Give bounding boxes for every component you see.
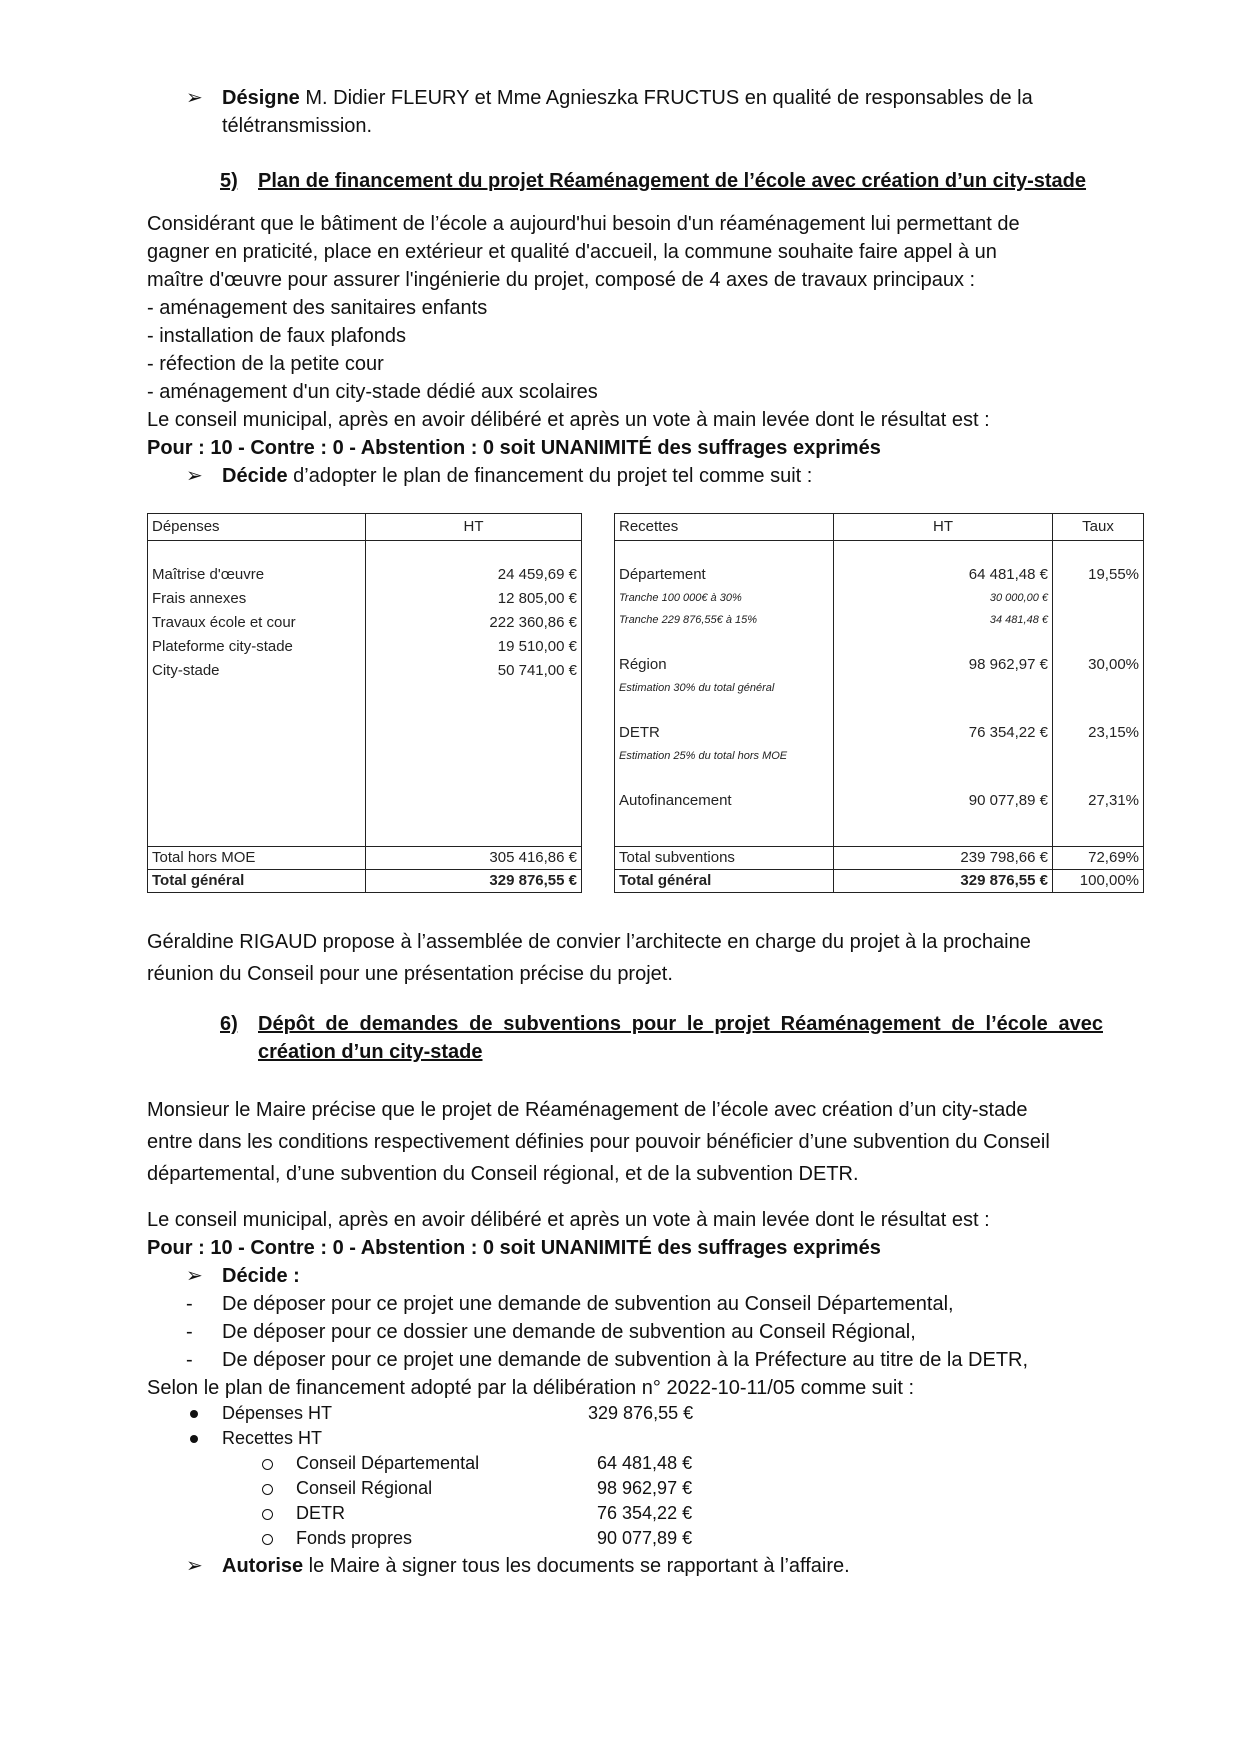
designation-line: Désigne M. Didier FLEURY et Mme Agnieszka FRUCTUS en qualité de responsables de la (222, 87, 1033, 109)
total-subventions-label: Total subventions (615, 847, 834, 870)
recettes-table (614, 513, 1144, 893)
decide-line: Décide d’adopter le plan de financement du projet tel comme suit : (222, 465, 813, 487)
bullet-dot-icon (190, 1410, 198, 1418)
section-5-paragraph: Considérant que le bâtiment de l’école a aujourd'hui besoin d'un réaménagement lui permettant de gagner en praticité, place en extérieur et qualité d'accueil, la commune souhaite faire appel à un maître d'œuvre pour assurer l'ingénierie du projet, composé de 4 axes de travaux principaux : - aménagement des sanitaires enfants - installation de faux plafonds - réfection de la petite cour - aménagement d'un city-stade dédié aux scolaires Le conseil municipal, après en avoir délibéré et après un vote à main levée dont le résultat est : Pour : 10 - Contre : 0 - Abstention : 0 soit UNANIMITÉ des suffrages exprimés (147, 210, 1020, 462)
recette-value: 90 077,89 € (968, 792, 1048, 809)
recette-value: 64 481,48 € (968, 566, 1048, 583)
recette-item-value: 64 481,48 € (597, 1453, 693, 1473)
depenses-ht-label: Dépenses HT (222, 1403, 333, 1423)
circle-bullet-icon (262, 1534, 273, 1545)
total-general-rate: 100,00% (1053, 870, 1144, 893)
tranche-value: 30 000,00 € (989, 592, 1048, 604)
circle-bullet-icon (262, 1484, 273, 1495)
recettes-ht-label: Recettes HT (222, 1428, 323, 1448)
arrow-bullet-icon: ➢ (186, 1555, 203, 1577)
recette-value: 76 354,22 € (968, 724, 1048, 741)
recettes-ht-header: HT (834, 514, 1053, 541)
tranche-label: Tranche 100 000€ à 30% (619, 592, 742, 604)
decision-item: De déposer pour ce projet une demande de subvention à la Préfecture au titre de la DETR, (222, 1349, 1029, 1371)
recette-label: Région (619, 656, 667, 673)
autorise-line: Autorise le Maire à signer tous les documents se rapportant à l’affaire. (222, 1555, 850, 1577)
recette-item-label: Conseil Départemental (296, 1453, 480, 1473)
depense-value: 19 510,00 € (497, 638, 577, 655)
recette-note: Estimation 25% du total hors MOE (619, 750, 788, 762)
depense-label: Maîtrise d'œuvre (152, 566, 265, 583)
selon-line: Selon le plan de financement adopté par la délibération n° 2022-10-11/05 comme suit : (147, 1377, 915, 1399)
tranche-value: 34 481,48 € (989, 614, 1048, 626)
recette-rate: 30,00% (1088, 656, 1139, 673)
section-5-title: Plan de financement du projet Réaménagement de l’école avec création d’un city-stade (258, 170, 1087, 192)
dash-icon: - (186, 1293, 193, 1315)
total-subventions-rate: 72,69% (1053, 847, 1144, 870)
decide-heading: Décide : (222, 1265, 300, 1287)
total-hors-moe-label: Total hors MOE (148, 847, 366, 870)
depense-label: Plateforme city-stade (152, 638, 293, 655)
decision-item: De déposer pour ce dossier une demande de subvention au Conseil Régional, (222, 1321, 916, 1343)
depense-label: Travaux école et cour (152, 614, 296, 631)
depenses-header: Dépenses (148, 514, 366, 541)
dash-icon: - (186, 1349, 193, 1371)
section-6-paragraph: Monsieur le Maire précise que le projet de Réaménagement de l’école avec création d’un city-stade entre dans les conditions respectivement définies pour pouvoir bénéficier d’une subvention du Conseil départemental, d’une subvention du Conseil régional, et de la subvention DETR. (147, 1099, 1050, 1185)
bullet-dot-icon (190, 1435, 198, 1443)
recettes-taux-header: Taux (1053, 514, 1144, 541)
depense-label: City-stade (152, 662, 220, 679)
recette-rate: 19,55% (1088, 566, 1139, 583)
vote-result: Pour : 10 - Contre : 0 - Abstention : 0 soit UNANIMITÉ des suffrages exprimés (147, 1237, 881, 1259)
total-general-value: 329 876,55 € (834, 870, 1053, 893)
depense-value: 50 741,00 € (497, 662, 577, 679)
total-general-label: Total général (148, 870, 366, 893)
recette-item-label: Conseil Régional (296, 1478, 433, 1498)
circle-bullet-icon (262, 1509, 273, 1520)
decision-item: De déposer pour ce projet une demande de subvention au Conseil Départemental, (222, 1293, 954, 1315)
recette-note: Estimation 30% du total général (619, 682, 775, 694)
dash-icon: - (186, 1321, 193, 1343)
recette-rate: 23,15% (1088, 724, 1139, 741)
total-general-value: 329 876,55 € (366, 870, 582, 893)
section-6-title-2: création d’un city-stade (258, 1041, 483, 1063)
arrow-bullet-icon: ➢ (186, 87, 203, 109)
depenses-ht-value: 329 876,55 € (588, 1403, 694, 1423)
depenses-table (147, 513, 582, 893)
circle-bullet-icon (262, 1459, 273, 1470)
vote-intro: Le conseil municipal, après en avoir délibéré et après un vote à main levée dont le résultat est : (147, 1209, 990, 1231)
total-subventions-value: 239 798,66 € (834, 847, 1053, 870)
designation-line-2: télétransmission. (222, 115, 373, 137)
rigaud-paragraph: Géraldine RIGAUD propose à l’assemblée de convier l’architecte en charge du projet à la prochaine réunion du Conseil pour une présentation précise du projet. (147, 931, 1031, 985)
recette-item-value: 90 077,89 € (597, 1528, 693, 1548)
total-general-label: Total général (615, 870, 834, 893)
recette-label: Département (619, 566, 706, 583)
recette-item-label: Fonds propres (296, 1528, 413, 1548)
total-hors-moe-value: 305 416,86 € (366, 847, 582, 870)
tranche-label: Tranche 229 876,55€ à 15% (619, 614, 758, 626)
recette-label: Autofinancement (619, 792, 732, 809)
recette-label: DETR (619, 724, 660, 741)
recettes-header: Recettes (615, 514, 834, 541)
vote-result: Pour : 10 - Contre : 0 - Abstention : 0 soit UNANIMITÉ des suffrages exprimés (147, 437, 881, 459)
depense-label: Frais annexes (152, 590, 247, 607)
section-6-number: 6) (220, 1013, 238, 1035)
depense-value: 222 360,86 € (489, 614, 577, 631)
recette-item-label: DETR (296, 1503, 345, 1523)
arrow-bullet-icon: ➢ (186, 1265, 203, 1287)
depense-value: 12 805,00 € (497, 590, 577, 607)
recette-rate: 27,31% (1088, 792, 1139, 809)
section-5-number: 5) (220, 170, 238, 192)
arrow-bullet-icon: ➢ (186, 465, 203, 487)
depense-value: 24 459,69 € (497, 566, 577, 583)
recette-value: 98 962,97 € (968, 656, 1048, 673)
depenses-ht-header: HT (366, 514, 582, 541)
recette-item-value: 98 962,97 € (597, 1478, 693, 1498)
recette-item-value: 76 354,22 € (597, 1503, 693, 1523)
section-6-title: Dépôt de demandes de subventions pour le projet Réaménagement de l’école avec (258, 1013, 1103, 1035)
